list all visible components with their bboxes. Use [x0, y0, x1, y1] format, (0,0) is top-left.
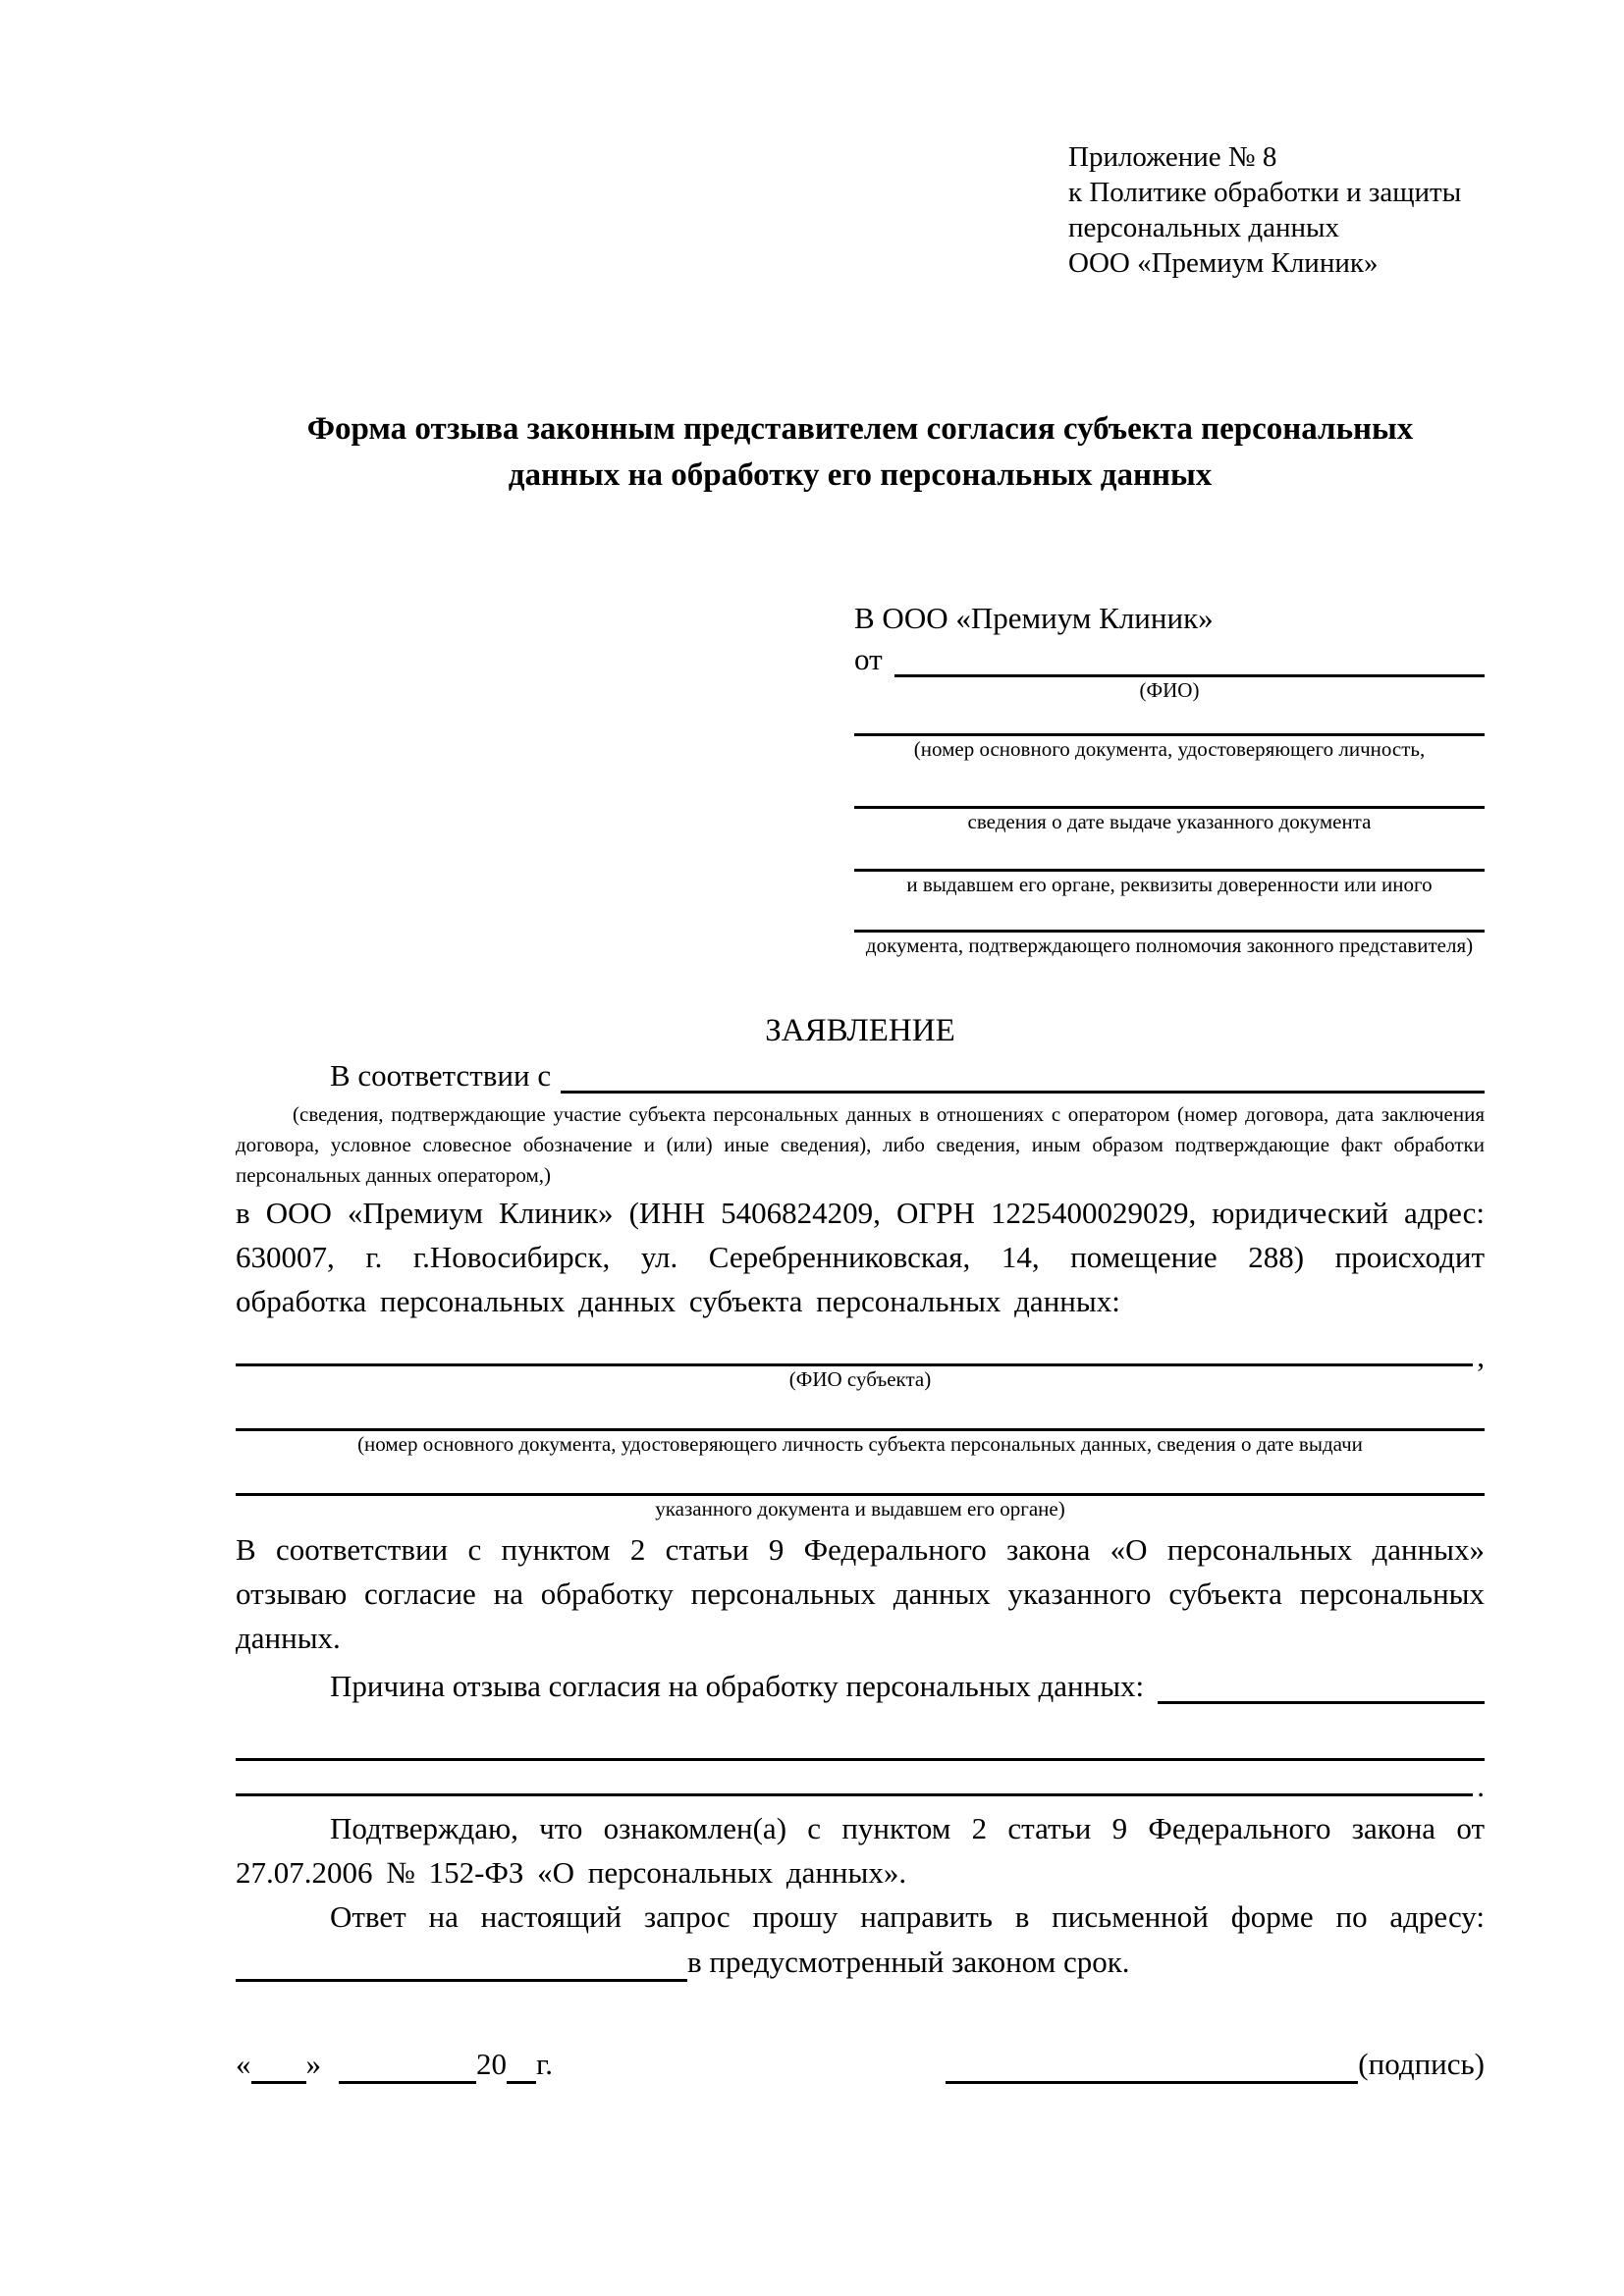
subject-fio-row [236, 1335, 1485, 1373]
subject-document-blank-field [236, 1392, 1485, 1431]
date-close-quote: » [305, 2047, 321, 2081]
withdraw-paragraph: В соответствии с пунктом 2 статьи 9 Федерального закона «О персональных данных» отзываю согласие на обработку персональных данных указанного субъекта персональных данных. [236, 1532, 1485, 1655]
signature-blank-field [946, 2047, 1358, 2084]
intro-caption: (сведения, подтверждающие участие субъекта персональных данных в отношениях с оператором (номер договора, дата заключения договора, условное словесное обозначение и (или) иные сведения), либо сведения, иным образом подтверждающие факт обработки персональных данных оператором,) [236, 1102, 1485, 1187]
reason-continuation-blank-field-1 [236, 1704, 1485, 1761]
representative-fio-blank-field [894, 638, 1485, 677]
appendix-line-3: персональных данных [1068, 212, 1340, 243]
signature-group [946, 2045, 1485, 2084]
date-year-suffix: г. [536, 2047, 553, 2081]
reply-tail-text: в предусмотренный законом срок. [687, 1945, 1130, 1979]
subject-fio-comma: , [1477, 1339, 1485, 1373]
intro-row [236, 1050, 1485, 1094]
appendix-line-4: ООО «Премиум Клиник» [1068, 247, 1379, 279]
reason-period: . [1477, 1769, 1485, 1803]
date-group [236, 2045, 553, 2084]
subject-document-issuer-blank-field [236, 1457, 1485, 1496]
reason-label: Причина отзыва согласия на обработку персональных данных: [330, 1669, 1145, 1703]
footer-row [236, 2045, 1485, 2084]
date-year-blank-field [507, 2047, 536, 2084]
issuing-authority-blank-field [854, 834, 1485, 872]
date-day-blank-field [251, 2047, 306, 2084]
document-issue-date-blank-field [854, 762, 1485, 809]
agreement-details-blank-field [561, 1050, 1485, 1094]
date-month-blank-field [339, 2047, 476, 2084]
addressee-organization: В ООО «Премиум Клиник» [854, 601, 1214, 635]
reply-address-row [236, 1939, 1485, 1982]
reply-address-blank-field [236, 1939, 687, 1982]
subject-document-caption-2: указанного документа и выдавшем его органе) [655, 1497, 1065, 1521]
representative-document-blank-field [854, 703, 1485, 736]
subject-fio-blank-field [236, 1335, 1473, 1366]
intro-label: В соответствии с [330, 1058, 552, 1093]
reason-continuation-blank-field-2 [236, 1761, 1473, 1796]
appendix-line-2: к Политике обработки и защиты [1068, 177, 1462, 208]
subject-fio-caption: (ФИО субъекта) [788, 1367, 932, 1391]
from-row [854, 638, 1485, 677]
reason-row [236, 1660, 1485, 1704]
from-label: от [854, 642, 883, 676]
representative-document-caption-2: сведения о дате выдаче указанного документа [967, 810, 1372, 833]
representative-document-caption-3: и выдавшем его органе, реквизиты доверенности или иного [906, 873, 1433, 896]
statement-heading: ЗАЯВЛЕНИЕ [765, 1013, 955, 1048]
subject-document-caption-1: (номер основного документа, удостоверяющего личность субъекта персональных данных, сведения о дате выдачи [357, 1432, 1363, 1456]
date-year-prefix: 20 [476, 2047, 507, 2081]
appendix-line-1: Приложение № 8 [1068, 141, 1277, 173]
date-open-quote: « [236, 2047, 251, 2081]
representative-document-caption-1: (номер основного документа, удостоверяющего личность, [913, 737, 1426, 761]
addressee-block [854, 599, 1485, 958]
reason-end-row [236, 1761, 1485, 1803]
signature-caption: (подпись) [1358, 2047, 1485, 2081]
reply-paragraph: Ответ на настоящий запрос прошу направить в письменной форме по адресу: [330, 1899, 1485, 1934]
document-title: Форма отзыва законным представителем согласия субъекта персональных данных на обработку его персональных данных [306, 411, 1414, 493]
reason-blank-field [1158, 1660, 1485, 1704]
representative-document-caption-4: документа, подтверждающего полномочия законного представителя) [865, 934, 1474, 957]
appendix-note [1068, 139, 1485, 281]
confirm-paragraph: Подтверждаю, что ознакомлен(а) с пунктом 2 статьи 9 Федерального закона от 27.07.2006 № 152-ФЗ «О персональных данных». [236, 1811, 1485, 1890]
authority-document-blank-field [854, 897, 1485, 933]
operator-paragraph: в ООО «Премиум Клиник» (ИНН 5406824209, ОГРН 1225400029029, юридический адрес: 630007, г. г.Новосибирск, ул. Серебренниковская, 14, помещение 288) происходит обработка персональных данных субъекта персональных данных: [236, 1196, 1485, 1318]
fio-caption: (ФИО) [1139, 678, 1200, 702]
